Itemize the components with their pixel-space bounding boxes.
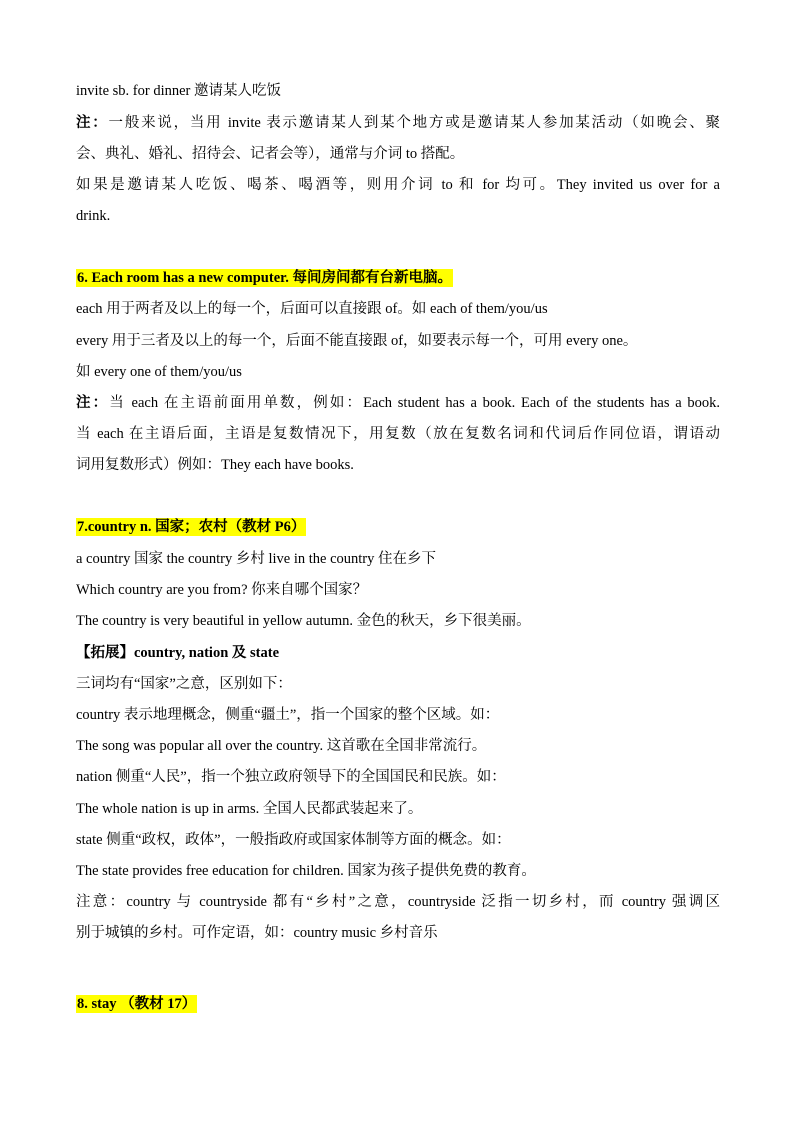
note-label: 注：: [76, 115, 109, 131]
section-heading-8: [76, 994, 720, 1014]
text-line: Which country are you from? 你来自哪个国家？: [76, 582, 368, 598]
text-line: 会、典礼、婚礼、招待会、记者会等），通常与介词 to 搭配。: [76, 146, 465, 162]
text-line: every 用于三者及以上的每一个，后面不能直接跟 of，如要表示每一个，可用 every one。: [76, 333, 638, 349]
text-line: 注意：country 与 countryside 都有“乡村”之意，countryside 泛指一切乡村，而 country 强调区: [76, 894, 720, 910]
note-line: [76, 393, 720, 413]
text-line: state 侧重“政权，政体”，一般指政府或国家体制等方面的概念。如：: [76, 832, 511, 848]
text-line: 别于城镇的乡村。可作定语，如：country music 乡村音乐: [76, 925, 438, 941]
section-heading-6: [76, 268, 720, 288]
text-line: invite sb. for dinner 邀请某人吃饭: [76, 83, 281, 99]
text-line: each 用于两者及以上的每一个，后面可以直接跟 of。如 each of them/you/us: [76, 301, 548, 317]
text-line: country 表示地理概念，侧重“疆土”，指一个国家的整个区域。如：: [76, 707, 500, 723]
expansion-heading: 【拓展】country, nation 及 state: [76, 645, 279, 661]
text-line: a country 国家 the country 乡村 live in the country 住在乡下: [76, 551, 437, 567]
text-line: nation 侧重“人民”，指一个独立政府领导下的全国国民和民族。如：: [76, 769, 506, 785]
text-line: 如 every one of them/you/us: [76, 364, 242, 380]
text-line: 三词均有“国家”之意，区别如下：: [76, 676, 292, 692]
text-line: The country is very beautiful in yellow autumn. 金色的秋天，乡下很美丽。: [76, 613, 531, 629]
text-line: The whole nation is up in arms. 全国人民都武装起来了。: [76, 801, 423, 817]
text-line: 词用复数形式）例如：They each have books.: [76, 457, 354, 473]
text-line: The state provides free education for children. 国家为孩子提供免费的教育。: [76, 863, 536, 879]
note-label: 注：: [76, 395, 110, 411]
note-text: 一般来说，当用 invite 表示邀请某人到某个地方或是邀请某人参加某活动（如晚会、聚: [108, 115, 720, 131]
text-line: drink.: [76, 208, 111, 224]
heading-highlight: 6. Each room has a new computer. 每间房间都有台新电脑。: [77, 270, 452, 286]
note-text: 当 each 在主语前面用单数，例如：Each student has a book. Each of the students has a book.: [109, 395, 721, 411]
text-line: 如果是邀请某人吃饭、喝茶、喝酒等，则用介词 to 和 for 均可。They invited us over for a: [76, 177, 720, 193]
heading-highlight: 8. stay （教材 17）: [77, 996, 197, 1012]
text-line: The song was popular all over the country. 这首歌在全国非常流行。: [76, 738, 487, 754]
section-heading-7: [76, 517, 720, 537]
note-line: [76, 113, 720, 133]
text-line: 当 each 在主语后面，主语是复数情况下，用复数（放在复数名词和代词后作同位语，谓语动: [76, 426, 720, 442]
heading-highlight: 7.country n. 国家；农村（教材 P6）: [77, 519, 306, 535]
